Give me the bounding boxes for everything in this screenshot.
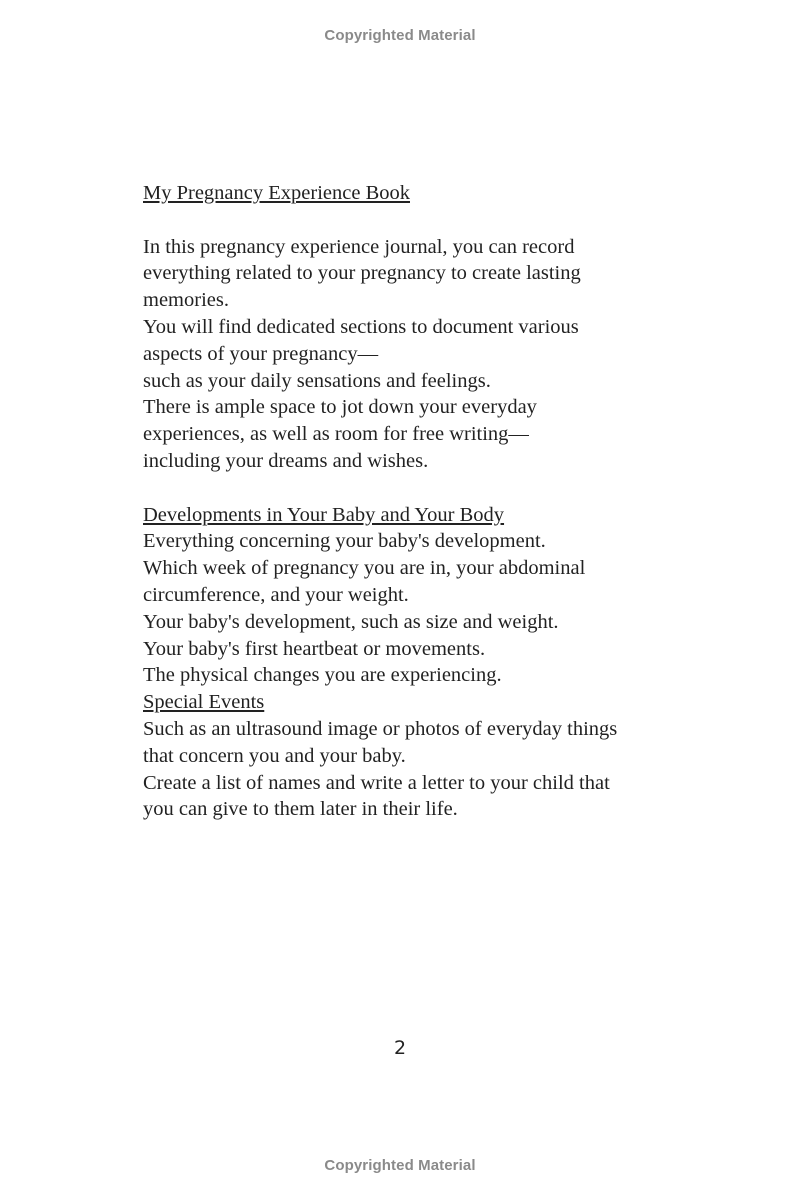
- intro-line: such as your daily sensations and feelings.: [143, 369, 491, 392]
- developments-line: Which week of pregnancy you are in, your abdominal: [143, 557, 586, 580]
- section-heading-developments: Developments in Your Baby and Your Body: [143, 503, 505, 526]
- section-heading-special-events: Special Events: [143, 691, 265, 714]
- spacer: [143, 207, 683, 234]
- intro-line: experiences, as well as room for free writing—: [143, 423, 529, 446]
- intro-line: including your dreams and wishes.: [143, 449, 429, 472]
- special-events-line: you can give to them later in their life.: [143, 798, 458, 821]
- page-body: [143, 180, 683, 823]
- intro-line: memories.: [143, 289, 229, 312]
- developments-line: The physical changes you are experiencing.: [143, 664, 502, 687]
- intro-line: aspects of your pregnancy—: [143, 342, 379, 365]
- copyright-watermark-bottom: Copyrighted Material: [324, 1157, 476, 1174]
- special-events-line: that concern you and your baby.: [143, 744, 406, 767]
- intro-line: In this pregnancy experience journal, you can record: [143, 235, 575, 258]
- developments-line: Everything concerning your baby's development.: [143, 530, 546, 553]
- document-title: My Pregnancy Experience Book: [143, 182, 410, 204]
- intro-line: You will find dedicated sections to document various: [143, 315, 579, 338]
- developments-line: circumference, and your weight.: [143, 583, 409, 606]
- developments-line: Your baby's first heartbeat or movements.: [143, 637, 486, 660]
- copyright-watermark-top: Copyrighted Material: [324, 27, 476, 44]
- intro-line: everything related to your pregnancy to create lasting: [143, 262, 581, 285]
- developments-line: Your baby's development, such as size and weight.: [143, 610, 559, 633]
- intro-line: There is ample space to jot down your everyday: [143, 396, 537, 419]
- special-events-line: Such as an ultrasound image or photos of everyday things: [143, 717, 618, 740]
- special-events-line: Create a list of names and write a letter to your child that: [143, 771, 610, 794]
- spacer: [143, 475, 683, 502]
- page-number: 2: [393, 1037, 407, 1059]
